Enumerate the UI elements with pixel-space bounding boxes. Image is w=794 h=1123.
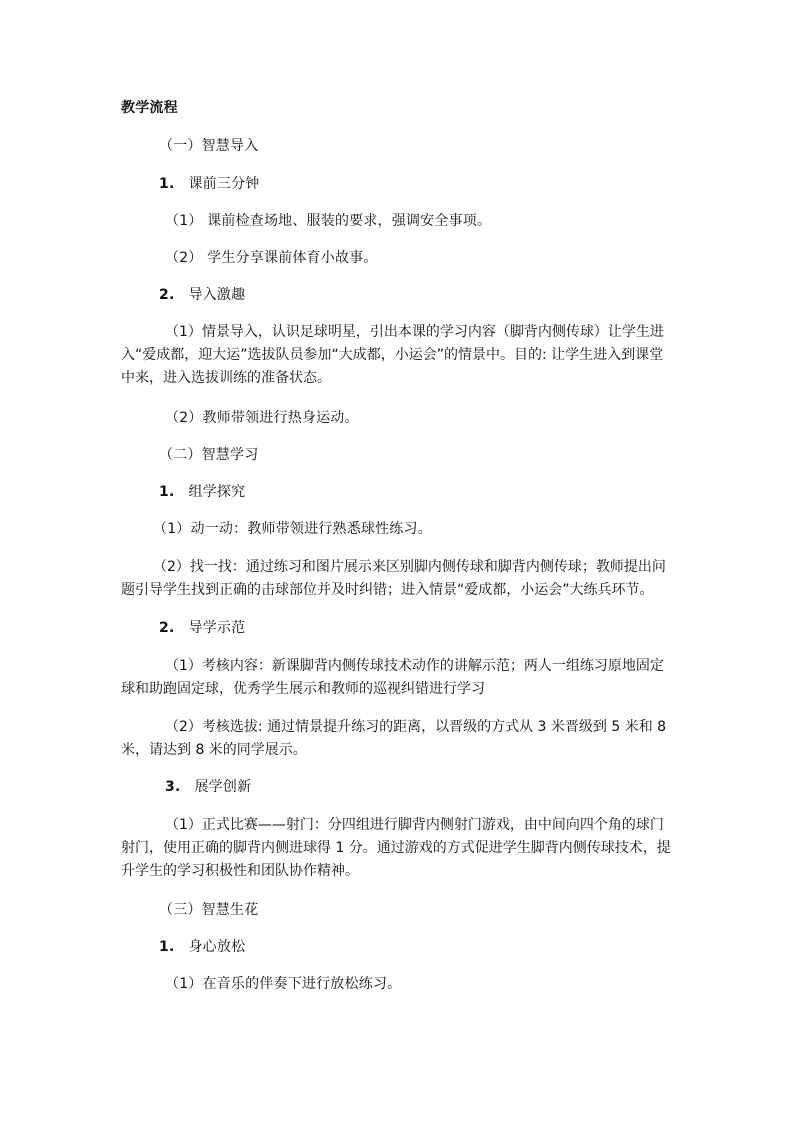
subsection-number: 2. [159, 287, 175, 303]
subsection-label: 导学示范 [188, 620, 246, 636]
subsection-number: 1. [159, 484, 175, 500]
subsection-3-1 [159, 937, 245, 957]
subsection-label: 组学探究 [188, 484, 246, 500]
subsection-number: 2. [159, 620, 175, 636]
item-1-2-2: （2）教师带领进行热身运动。 [165, 410, 359, 426]
item-3-1-1: （1）在音乐的伴奏下进行放松练习。 [165, 976, 402, 992]
item-1-1-1: （1） 课前检查场地、服装的要求，强调安全事项。 [165, 213, 492, 229]
subsection-2-2 [159, 618, 245, 638]
paragraph-text: （2）考核选拔: 通过情景提升练习的距离，以晋级的方式从 3 米晋级到 5 米和 8 米，请达到 8 米的同学展示。 [121, 719, 667, 758]
paragraph-2-2-2 [121, 716, 677, 762]
section-heading-1: （一）智慧导入 [159, 138, 259, 154]
doc-title: 教学流程 [121, 100, 178, 116]
section-heading-2: （二）智慧学习 [159, 447, 259, 463]
subsection-number: 3. [165, 779, 181, 795]
paragraph-text: （1）考核内容：新课脚背内侧传球技术动作的讲解示范；两人一组练习原地固定球和助跑固定球，优秀学生展示和教师的巡视纠错进行学习 [121, 658, 664, 697]
paragraph-text: （2）找一找：通过练习和图片展示来区别脚内侧传球和脚背内侧传球；教师提出问题引导学生找到正确的击球部位并及时纠错；进入情景“爱成都，小运会”大练兵环节。 [121, 559, 666, 598]
subsection-1-2 [159, 285, 245, 305]
subsection-label: 导入激趣 [188, 287, 246, 303]
paragraph-1-2-1 [121, 321, 677, 390]
subsection-2-3 [165, 777, 251, 797]
subsection-2-1 [159, 482, 245, 502]
subsection-number: 1. [159, 939, 175, 955]
paragraph-2-2-1 [121, 655, 677, 701]
subsection-label: 展学创新 [194, 779, 252, 795]
paragraph-2-3-1 [121, 814, 677, 883]
subsection-1-1 [159, 174, 259, 194]
item-1-1-2: （2） 学生分享课前体育小故事。 [165, 250, 378, 266]
section-heading-3: （三）智慧生花 [159, 902, 259, 918]
paragraph-text: （1）正式比赛——射门：分四组进行脚背内侧射门游戏，由中间向四个角的球门射门，使用正确的脚背内侧进球得 1 分。通过游戏的方式促进学生脚背内侧传球技术，提升学生的学习积极性和团队协作精神。 [121, 817, 671, 879]
paragraph-2-1-2 [121, 556, 677, 602]
subsection-label: 课前三分钟 [188, 176, 260, 192]
subsection-number: 1. [159, 176, 175, 192]
subsection-label: 身心放松 [188, 939, 246, 955]
paragraph-text: （1）情景导入，认识足球明星，引出本课的学习内容（脚背内侧传球）让学生进入“爱成都，迎大运”选拔队员参加“大成都，小运会”的情景中。目的: 让学生进入到课堂中来，进入选拔训练的准备状态。 [121, 324, 664, 386]
item-2-1-1: （1）动一动：教师带领进行熟悉球性练习。 [153, 521, 432, 537]
